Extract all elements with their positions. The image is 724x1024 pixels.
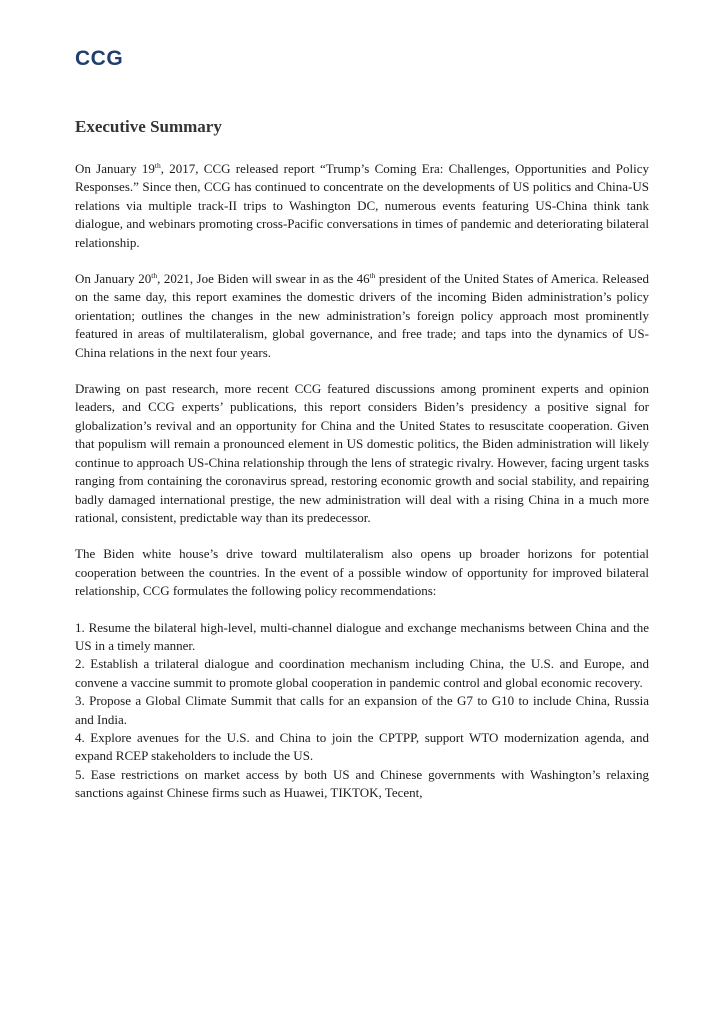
paragraph-text: , 2021, Joe Biden will swear in as the 46 xyxy=(157,271,370,287)
list-item: 5. Ease restrictions on market access by both US and Chinese governments with Washington’s relaxing sanctions against Chinese firms such as Huawei, TIKTOK, Tecent, xyxy=(75,766,649,801)
list-item: 4. Explore avenues for the U.S. and China to join the CPTPP, support WTO modernization agenda, and expand RCEP stakeholders to include the US. xyxy=(75,729,649,764)
recommendations-list xyxy=(75,619,649,803)
superscript: th xyxy=(154,161,161,170)
paragraph-analysis: Drawing on past research, more recent CCG featured discussions among prominent experts and opinion leaders, and CCG experts’ publications, this report considers Biden’s presidency a positive signal for globalization’s revival and an opportunity for China and the United States to resuscitate cooperation. Given that populism will remain a pronounced element in US domestic politics, the Biden administration will likely continue to approach US-China relationship through the lens of strategic rivalry. However, facing urgent tasks ranging from containing the coronavirus spread, restoring economic growth and social stability, and repairing badly damaged international prestige, the new administration will deal with a rising China in a much more rational, consistent, predictable way than its predecessor. xyxy=(75,381,649,525)
paragraph-text: On January 20 xyxy=(75,271,152,287)
paragraph-text: president of the United States of America. Released on the same day, this report examines the domestic drivers of the incoming Biden administration’s policy orientation; outlines the changes in the new administration’s foreign policy approach most prominently featured in areas of multilateralism, global governance, and free trade; and taps into the dynamics of US-China relations in the next four years. xyxy=(75,271,649,360)
list-item: 1. Resume the bilateral high-level, multi-channel dialogue and exchange mechanisms between China and the US in a timely manner. xyxy=(75,619,649,653)
paragraph-multilateralism: The Biden white house’s drive toward multilateralism also opens up broader horizons for potential cooperation between the countries. In the event of a possible window of opportunity for improved bilateral relationship, CCG formulates the following policy recommendations: xyxy=(75,546,649,599)
paragraph-text: , 2017, CCG released report “Trump’s Coming Era: Challenges, Opportunities and Policy Responses.” Since then, CCG has continued to concentrate on the developments of US politics and China-US relations via multiple track-II trips to Washington DC, numerous events featuring US-China think tank dialogue, and webinars promoting cross-Pacific conversations in times of pandemic and deteriorating bilateral relationship. xyxy=(75,161,649,250)
page-title: Executive Summary xyxy=(75,117,222,136)
document-body xyxy=(75,160,649,803)
paragraph-text: On January 19 xyxy=(75,161,155,176)
superscript: th xyxy=(151,271,158,281)
list-item: 2. Establish a trilateral dialogue and coordination mechanism including China, the U.S. and Europe, and convene a vaccine summit to promote global cooperation in pandemic control and global economic recovery. xyxy=(75,656,649,690)
superscript: th xyxy=(369,271,376,281)
list-item: 3. Propose a Global Climate Summit that calls for an expansion of the G7 to G10 to include China, Russia and India. xyxy=(75,693,649,727)
paragraph-intro xyxy=(75,160,649,252)
ccg-logo: CCG xyxy=(75,47,124,70)
paragraph-biden-inauguration xyxy=(75,270,649,362)
